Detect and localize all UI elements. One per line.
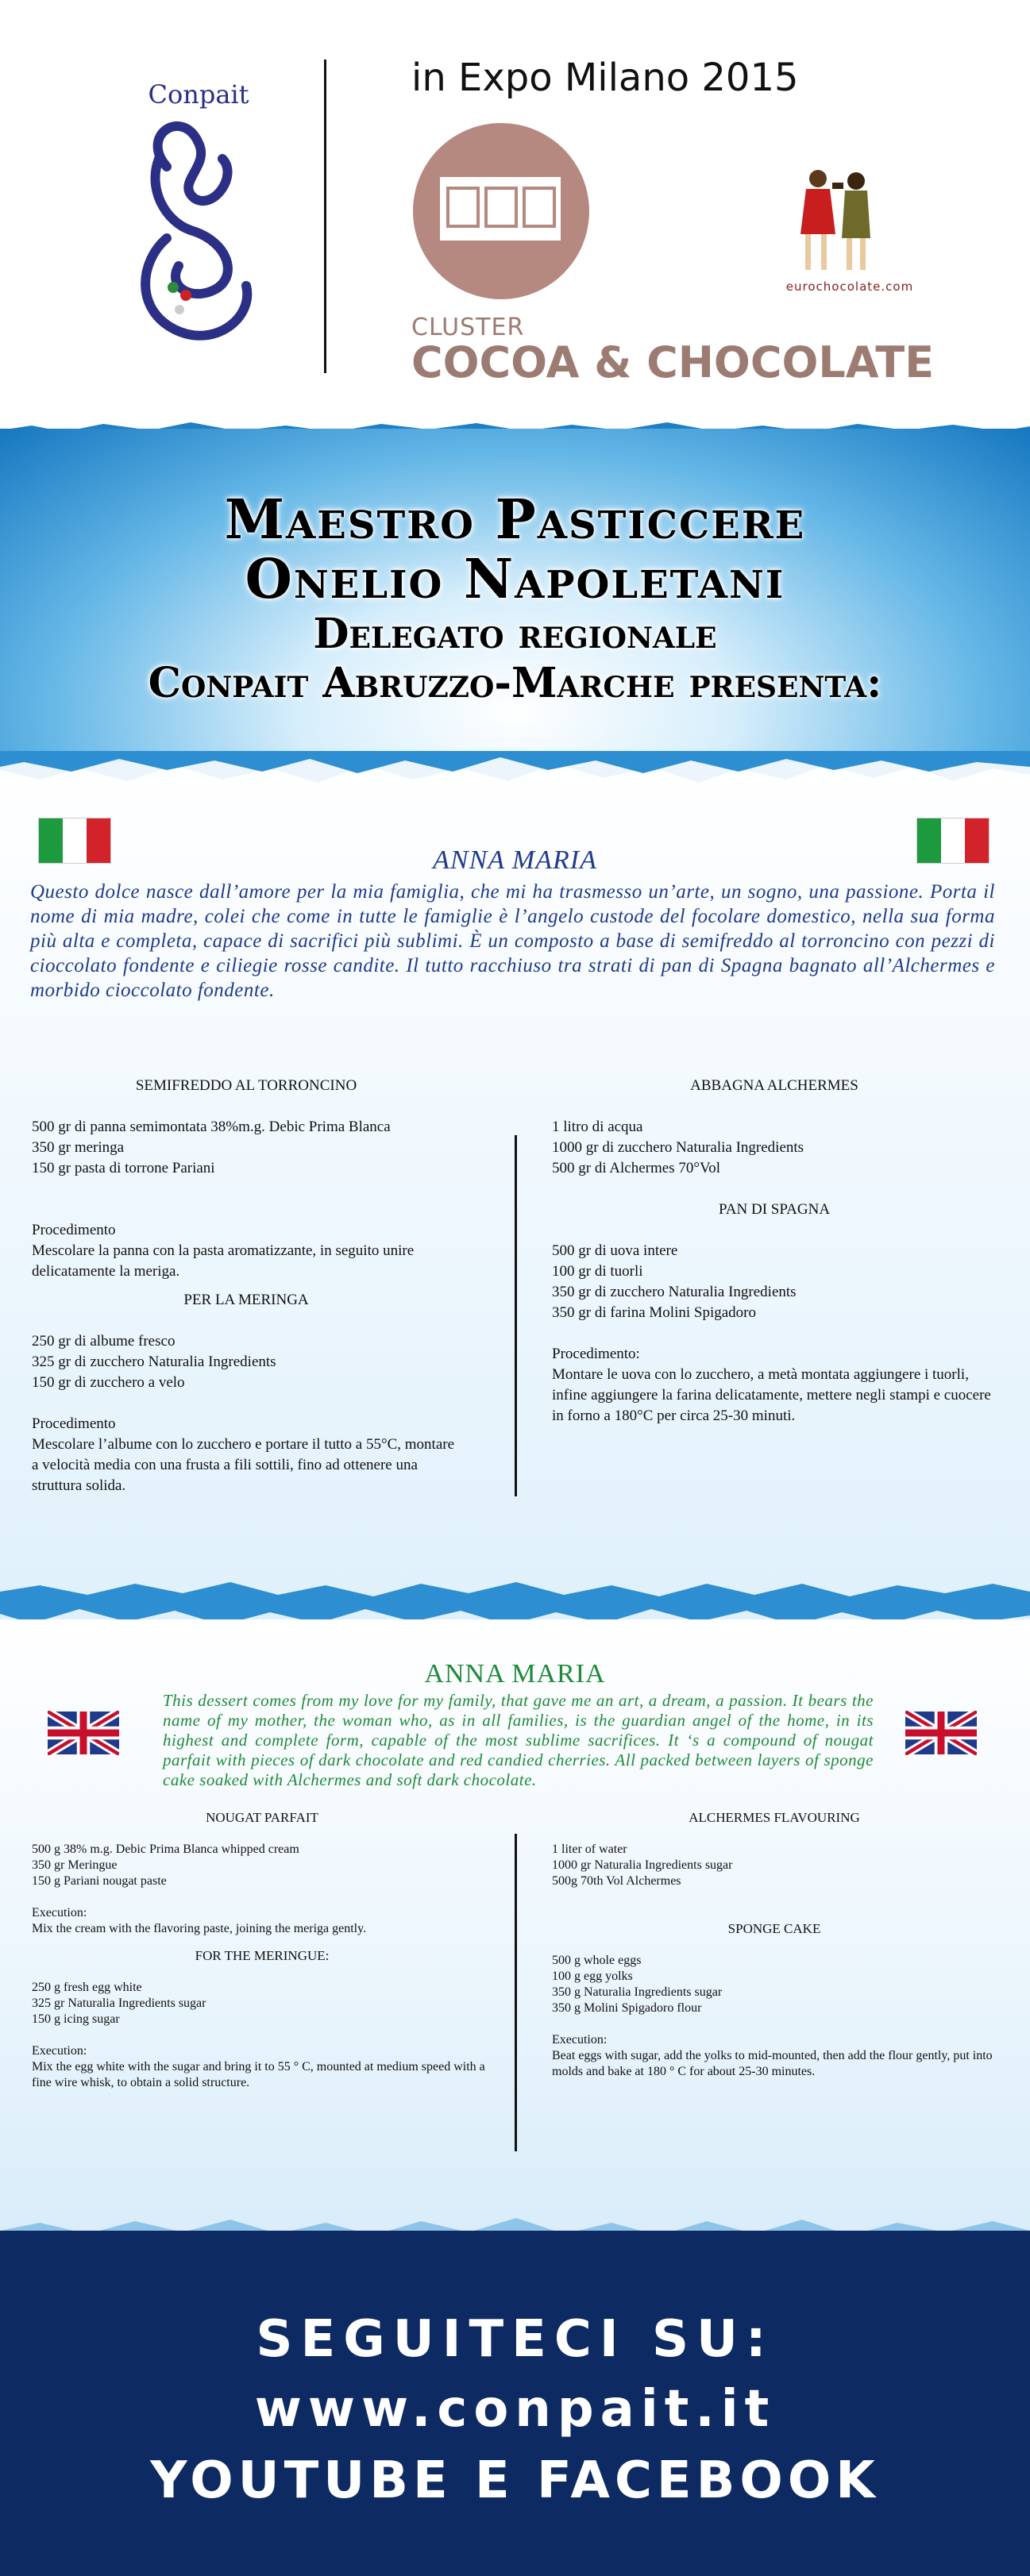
ingredient-line: 150 gr di zucchero a velo <box>32 1374 185 1391</box>
ingredient-line: 350 gr Meringue <box>32 1858 118 1872</box>
ingredient-line: 500 gr di panna semimontata 38%m.g. Debic Prima Blanca <box>32 1119 391 1135</box>
procedure-label: Procedimento <box>32 1222 116 1238</box>
execution-label: Execution: <box>552 2033 608 2047</box>
english-left-column <box>32 1810 492 2091</box>
english-recipe-section <box>0 1619 1030 2247</box>
ingredient-line: 500 gr di Alchermes 70°Vol <box>552 1160 721 1176</box>
ingredient-line: 325 gr di zucchero Naturalia Ingredients <box>32 1353 276 1370</box>
eurochocolate-logo-icon <box>794 167 881 278</box>
ingredient-line: 150 g Pariani nougat paste <box>32 1874 167 1888</box>
bagna-heading: ABBAGNA ALCHERMES <box>690 1077 858 1094</box>
execution-text: Beat eggs with sugar, add the yolks to mid-mounted, then add the flour gently, put into molds and bake at 180 ° C for about 25-30 minutes. <box>552 2049 993 2078</box>
ingredient-line: 500g 70th Vol Alchermes <box>552 1874 681 1888</box>
nougat-heading: NOUGAT PARFAIT <box>206 1810 318 1825</box>
procedure-text: Mescolare l’albume con lo zucchero e portare il tutto a 55°C, montare a velocità media con una frusta a fili sottili, fino ad ottenere una struttura solida. <box>32 1436 455 1494</box>
ingredient-line: 250 gr di albume fresco <box>32 1333 176 1350</box>
title-role: Delegato regionale <box>313 610 717 658</box>
eurochocolate-site: eurochocolate.com <box>785 279 914 294</box>
italian-recipe-section <box>0 762 1030 1635</box>
expo-title: in Expo Milano 2015 <box>411 56 799 100</box>
ingredient-line: 150 gr pasta di torrone Pariani <box>32 1160 215 1176</box>
ingredient-line: 1000 gr Naturalia Ingredients sugar <box>552 1858 733 1872</box>
procedure-text: Montare le uova con lo zucchero, a metà montata aggiungere i tuorli, infine aggiungere la farina delicatamente, mettere negli stampi e cuocere in forno a 180°C per circa 25-30 minuti. <box>552 1366 991 1424</box>
cluster-logo-icon <box>413 123 589 299</box>
english-right-column <box>552 1810 997 2080</box>
sponge-heading: SPONGE CAKE <box>727 1921 821 1936</box>
ingredient-line: 350 gr meringa <box>32 1139 125 1156</box>
ingredient-line: 350 g Naturalia Ingredients sugar <box>552 1985 723 1999</box>
ingredient-line: 500 g 38% m.g. Debic Prima Blanca whipped cream <box>32 1842 299 1856</box>
conpait-logo <box>135 79 262 365</box>
semifreddo-heading: SEMIFREDDO AL TORRONCINO <box>135 1077 357 1094</box>
title-name: Onelio Napoletani <box>245 548 785 611</box>
ingredient-line: 500 gr di uova intere <box>552 1242 678 1259</box>
conpait-emblem-icon <box>135 111 262 365</box>
cluster-label-big: COCOA & CHOCOLATE <box>411 337 935 387</box>
website-link[interactable]: www.conpait.it <box>254 2380 776 2439</box>
procedure-label: Procedimento: <box>552 1346 640 1362</box>
execution-label: Execution: <box>32 2044 87 2058</box>
ingredient-line: 350 g Molini Spigadoro flour <box>552 2001 702 2015</box>
title-band <box>0 429 1030 762</box>
header <box>0 0 1030 429</box>
column-divider <box>515 1834 517 2151</box>
italian-recipe-description: Questo dolce nasce dall’amore per la mia famiglia, che mi ha trasmesso un’arte, un sogno, una passione. Porta il nome di mia madre, colei che come in tutte le famiglie è l’angelo custode del focolare domestico, nella sua forma più alta e completa, capace di sacrifici più sublimi. È un composto a base di semifreddo al torroncino con pezzi di cioccolato fondente e ciliegie rosse candite. Il tutto racchiuso tra strati di pan di Spagna bagnato all’Alchermes e morbido cioccolato fondente. <box>30 881 995 1001</box>
title-presents: Conpait Abruzzo-Marche presenta: <box>148 659 882 707</box>
uk-flag-icon <box>48 1711 119 1755</box>
pan-di-spagna-heading: PAN DI SPAGNA <box>718 1201 831 1218</box>
ingredient-line: 1 litro di acqua <box>552 1119 643 1135</box>
ingredient-line: 350 gr di farina Molini Spigadoro <box>552 1304 756 1321</box>
ingredient-line: 325 gr Naturalia Ingredients sugar <box>32 1996 206 2010</box>
english-recipe-title: ANNA MARIA <box>424 1659 606 1688</box>
meringa-heading: PER LA MERINGA <box>183 1292 309 1308</box>
meringue-heading: FOR THE MERINGUE: <box>195 1948 330 1963</box>
execution-text: Mix the egg white with the sugar and bring it to 55 ° C, mounted at medium speed with a fine wire whisk, to obtain a solid structure. <box>32 2060 485 2089</box>
ingredient-line: 250 g fresh egg white <box>32 1981 142 1994</box>
procedure-text: Mescolare la panna con la pasta aromatizzante, in seguito unire delicatamente la meriga. <box>32 1242 415 1280</box>
ingredient-line: 1000 gr di zucchero Naturalia Ingredients <box>552 1139 804 1156</box>
follow-us-text: SEGUITECI SU: <box>256 2310 774 2369</box>
footer <box>0 2231 1030 2576</box>
header-divider <box>324 60 326 373</box>
conpait-logo-text: Conpait <box>148 79 249 110</box>
ingredient-line: 1 liter of water <box>552 1842 627 1856</box>
italian-recipe-title: ANNA MARIA <box>433 845 597 875</box>
english-recipe-description: This dessert comes from my love for my family, that gave me an art, a dream, a passion. It bears the name of my mother, the woman who, as in all families, is the guardian angel of the home, in its highest and complete form, capable of the most sublime sacrifices. It ‘s a compound of nougat parfait with pieces of dark chocolate and red candied cherries. All packed between layers of sponge cake soaked with Alchermes and soft dark chocolate. <box>163 1691 874 1789</box>
ingredient-line: 500 g whole eggs <box>552 1954 642 1967</box>
ingredient-line: 350 gr di zucchero Naturalia Ingredients <box>552 1284 797 1300</box>
execution-label: Execution: <box>32 1906 87 1919</box>
procedure-label: Procedimento <box>32 1415 116 1432</box>
italian-left-column <box>32 1076 461 1496</box>
column-divider <box>515 1135 517 1496</box>
social-text: YOUTUBE E FACEBOOK <box>150 2451 880 2510</box>
italian-right-column <box>552 1076 997 1427</box>
cluster-label-small: CLUSTER <box>411 314 525 341</box>
ingredient-line: 100 gr di tuorli <box>552 1263 643 1280</box>
uk-flag-icon <box>905 1711 977 1755</box>
ingredient-line: 100 g egg yolks <box>552 1970 633 1983</box>
execution-text: Mix the cream with the flavoring paste, joining the meriga gently. <box>32 1922 367 1935</box>
ingredient-line: 150 g icing sugar <box>32 2012 120 2026</box>
title-maestro: Maestro Pasticcere <box>224 488 806 552</box>
torn-edge <box>0 751 1030 791</box>
alchermes-heading: ALCHERMES FLAVOURING <box>689 1810 860 1825</box>
